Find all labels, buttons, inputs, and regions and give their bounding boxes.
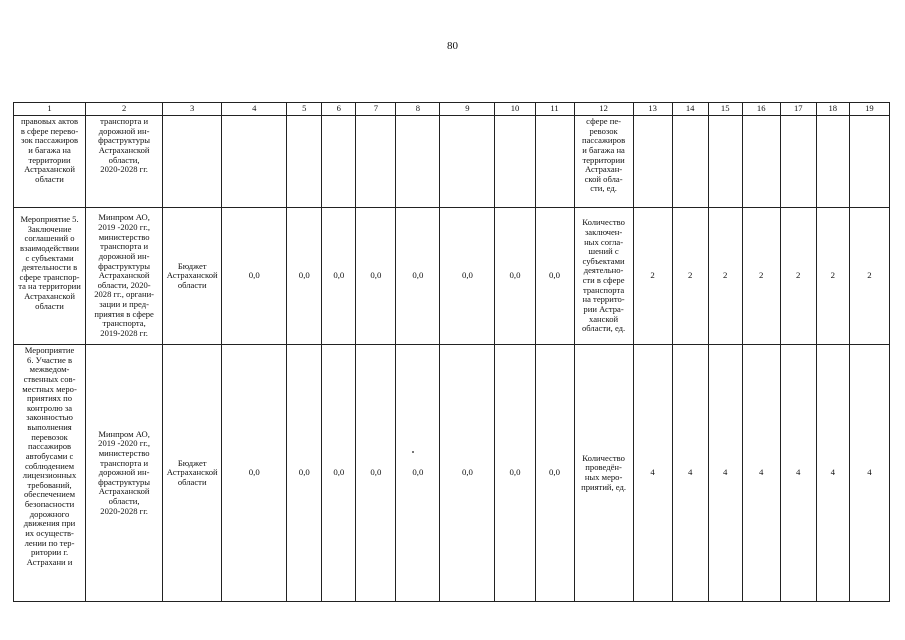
indicator-value-cell: 4 bbox=[780, 345, 816, 602]
indicator-value-cell: 2 bbox=[672, 208, 708, 345]
column-header: 5 bbox=[287, 103, 322, 116]
amount-cell: 0,0 bbox=[322, 208, 356, 345]
table-row bbox=[14, 208, 890, 345]
indicator-value-cell: 2 bbox=[708, 208, 742, 345]
amount-cell: 0,0 bbox=[495, 345, 535, 602]
amount-cell: 0,0 bbox=[495, 208, 535, 345]
column-number-row bbox=[14, 103, 890, 116]
indicator-value-cell bbox=[742, 116, 780, 208]
amount-cell: 0,0 bbox=[535, 345, 574, 602]
amount-cell: 0,0 bbox=[356, 345, 396, 602]
indicator-value-cell: 2 bbox=[633, 208, 672, 345]
column-header: 10 bbox=[495, 103, 535, 116]
column-header: 9 bbox=[440, 103, 495, 116]
indicator-value-cell bbox=[708, 116, 742, 208]
amount-cell: 0,0 bbox=[535, 208, 574, 345]
indicator-cell: Количество заключен- ных согла- шений с субъектами деятельно- сти в сфере транспорта на террито- рии Астра- ханской области, ед. bbox=[574, 208, 633, 345]
column-header: 7 bbox=[356, 103, 396, 116]
amount-cell bbox=[440, 116, 495, 208]
executor-cell: Минпром АО, 2019 -2020 гг., министерство транспорта и дорожной ин- фраструктуры Астраханской области, 2020-2028 гг. bbox=[86, 345, 163, 602]
amount-cell bbox=[535, 116, 574, 208]
column-header: 18 bbox=[816, 103, 849, 116]
indicator-value-cell bbox=[672, 116, 708, 208]
indicator-cell: Количество проведён- ных меро- приятий, ед. bbox=[574, 345, 633, 602]
amount-cell bbox=[495, 116, 535, 208]
column-header: 14 bbox=[672, 103, 708, 116]
activity-name-cell: Мероприятие 6. Участие в межведом- ственных сов- местных меро- приятиях по контролю за законностью выполнения перевозок пассажиров автобусами с соблюдением лицензионных требований, обеспечением безопасности дорожного движения при их осуществ- лении по тер- ритории г. Астрахани и bbox=[14, 345, 86, 602]
column-header: 1 bbox=[14, 103, 86, 116]
funding-source-cell: Бюджет Астраханской области bbox=[163, 345, 222, 602]
amount-cell: 0,0 bbox=[396, 345, 440, 602]
amount-cell: 0,0 bbox=[287, 208, 322, 345]
indicator-value-cell: 4 bbox=[633, 345, 672, 602]
indicator-value-cell: 4 bbox=[708, 345, 742, 602]
indicator-value-cell: 4 bbox=[849, 345, 889, 602]
amount-cell: 0,0 bbox=[396, 208, 440, 345]
program-activities-table bbox=[13, 102, 890, 602]
table-row bbox=[14, 116, 890, 208]
amount-cell bbox=[396, 116, 440, 208]
amount-cell: 0,0 bbox=[440, 208, 495, 345]
amount-cell bbox=[287, 116, 322, 208]
column-header: 6 bbox=[322, 103, 356, 116]
column-header: 13 bbox=[633, 103, 672, 116]
column-header: 17 bbox=[780, 103, 816, 116]
amount-cell bbox=[356, 116, 396, 208]
amount-cell: 0,0 bbox=[322, 345, 356, 602]
column-header: 15 bbox=[708, 103, 742, 116]
column-header: 12 bbox=[574, 103, 633, 116]
indicator-cell: сфере пе- ревозок пассажиров и багажа на территории Астрахан- ской обла- сти, ед. bbox=[574, 116, 633, 208]
amount-cell: 0,0 bbox=[287, 345, 322, 602]
indicator-value-cell: 4 bbox=[816, 345, 849, 602]
amount-cell: 0,0 bbox=[222, 208, 287, 345]
amount-cell: 0,0 bbox=[222, 345, 287, 602]
funding-source-cell: Бюджет Астраханской области bbox=[163, 208, 222, 345]
amount-cell: 0,0 bbox=[440, 345, 495, 602]
activity-name-cell: Мероприятие 5. Заключение соглашений о взаимодействии с субъектами деятельности в сфере транспор- та на территории Астраханской области bbox=[14, 208, 86, 345]
amount-cell bbox=[222, 116, 287, 208]
activity-name-cell: правовых актов в сфере перево- зок пассажиров и багажа на территории Астраханской области bbox=[14, 116, 86, 208]
column-header: 11 bbox=[535, 103, 574, 116]
column-header: 8 bbox=[396, 103, 440, 116]
column-header: 19 bbox=[849, 103, 889, 116]
amount-cell bbox=[322, 116, 356, 208]
column-header: 4 bbox=[222, 103, 287, 116]
indicator-value-cell bbox=[633, 116, 672, 208]
column-header: 16 bbox=[742, 103, 780, 116]
funding-source-cell bbox=[163, 116, 222, 208]
indicator-value-cell bbox=[849, 116, 889, 208]
indicator-value-cell: 2 bbox=[849, 208, 889, 345]
column-header: 3 bbox=[163, 103, 222, 116]
indicator-value-cell: 2 bbox=[816, 208, 849, 345]
table-row bbox=[14, 345, 890, 602]
indicator-value-cell: 4 bbox=[742, 345, 780, 602]
column-header: 2 bbox=[86, 103, 163, 116]
indicator-value-cell: 4 bbox=[672, 345, 708, 602]
executor-cell: транспорта и дорожной ин- фраструктуры Астраханской области, 2020-2028 гг. bbox=[86, 116, 163, 208]
page-number: 80 bbox=[447, 40, 458, 52]
executor-cell: Минпром АО, 2019 -2020 гг., министерство транспорта и дорожной ин- фраструктуры Астраханской области, 2020- 2028 гг., органи- зации и пред- приятия в сфере транспорта, 2019-2028 гг. bbox=[86, 208, 163, 345]
indicator-value-cell bbox=[816, 116, 849, 208]
indicator-value-cell: 2 bbox=[742, 208, 780, 345]
amount-cell: 0,0 bbox=[356, 208, 396, 345]
indicator-value-cell: 2 bbox=[780, 208, 816, 345]
indicator-value-cell bbox=[780, 116, 816, 208]
